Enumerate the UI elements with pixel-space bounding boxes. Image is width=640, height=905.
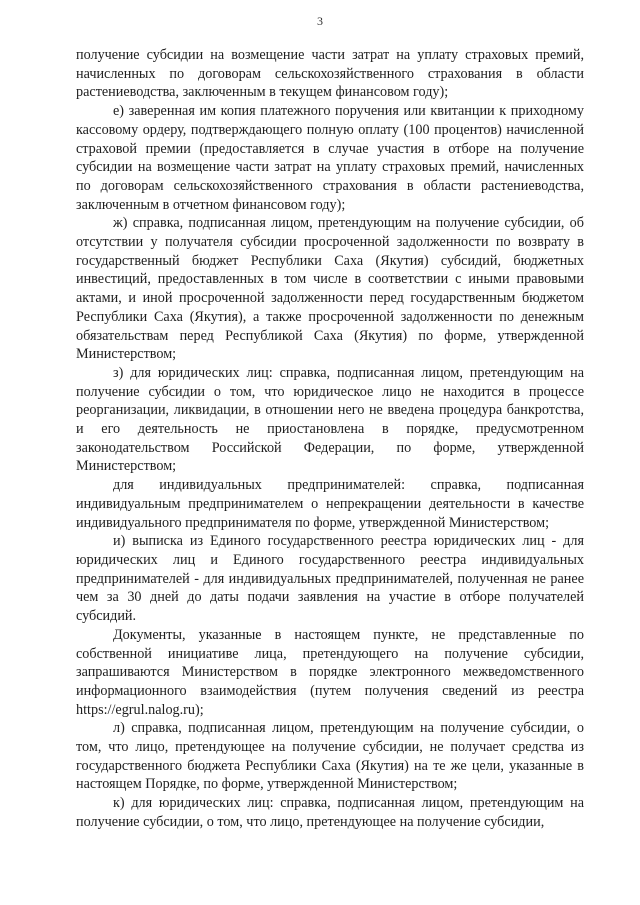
- paragraph-z: з) для юридических лиц: справка, подписанная лицом, претендующим на получение субсидии о том, что юридическое лицо не находится в процессе реорганизации, ликвидации, в отношении него не введена процедура банкротства, и его деятельность не приостановлена в порядке, предусмотренном законодательством Российской Федерации, по форме, утвержденной Министерством;: [76, 364, 584, 475]
- page-number: 3: [317, 14, 323, 28]
- paragraph-individual-entrepreneurs: для индивидуальных предпринимателей: справка, подписанная индивидуальным предпринимателем о непрекращении деятельности в качестве индивидуального предпринимателя по форме, утвержденной Министерством;: [76, 477, 584, 531]
- paragraph-zh: ж) справка, подписанная лицом, претендующим на получение субсидии, об отсутствии у получателя субсидии просроченной задолженности по возврату в государственный бюджет Республики Саха (Якутия) субсидий, бюджетных инвестиций, предоставленных в том числе в соответствии с иными правовыми актами, и иной просроченной задолженности перед государственным бюджетом Республики Саха (Якутия), а также просроченной задолженности по денежным обязательствам перед Республикой Саха (Якутия) по форме, утвержденной Министерством;: [76, 215, 584, 363]
- document-body: [76, 46, 584, 832]
- paragraph-continuation: получение субсидии на возмещение части затрат на уплату страховых премий, начисленных по договорам сельскохозяйственного страхования в области растениеводства, заключенным в текущем финансовом году);: [76, 47, 584, 101]
- paragraph-i: и) выписка из Единого государственного реестра юридических лиц - для юридических лиц и Единого государственного реестра индивидуальных предпринимателей - для индивидуальных предпринимателей, полученная не ранее чем за 30 дней до даты подачи заявления на участие в отборе получателей субсидий.: [76, 533, 584, 625]
- paragraph-l: л) справка, подписанная лицом, претендующим на получение субсидии, о том, что лицо, претендующее на получение субсидии, не получает средства из государственного бюджета Республики Саха (Якутия) на те же цели, указанные в настоящем Порядке, по форме, утвержденной Министерством;: [76, 720, 584, 793]
- paragraph-e: е) заверенная им копия платежного поручения или квитанции к приходному кассовому ордеру, подтверждающего полную оплату (100 процентов) начисленной страховой премии (предоставляется в случае участия в отборе на получение субсидии на возмещение части затрат на уплату страховых премий, начисленных по договорам сельскохозяйственного страхования в области растениеводства, заключенным в отчетном финансовом году);: [76, 103, 584, 213]
- paragraph-k: к) для юридических лиц: справка, подписанная лицом, претендующим на получение субсидии, о том, что лицо, претендующее на получение субсидии,: [76, 795, 584, 830]
- paragraph-documents-note: Документы, указанные в настоящем пункте, не представленные по собственной инициативе лица, претендующего на получение субсидии, запрашиваются Министерством в порядке электронного межведомственного информационного взаимодействия (путем получения сведений из реестра https://egrul.nalog.ru);: [76, 626, 584, 718]
